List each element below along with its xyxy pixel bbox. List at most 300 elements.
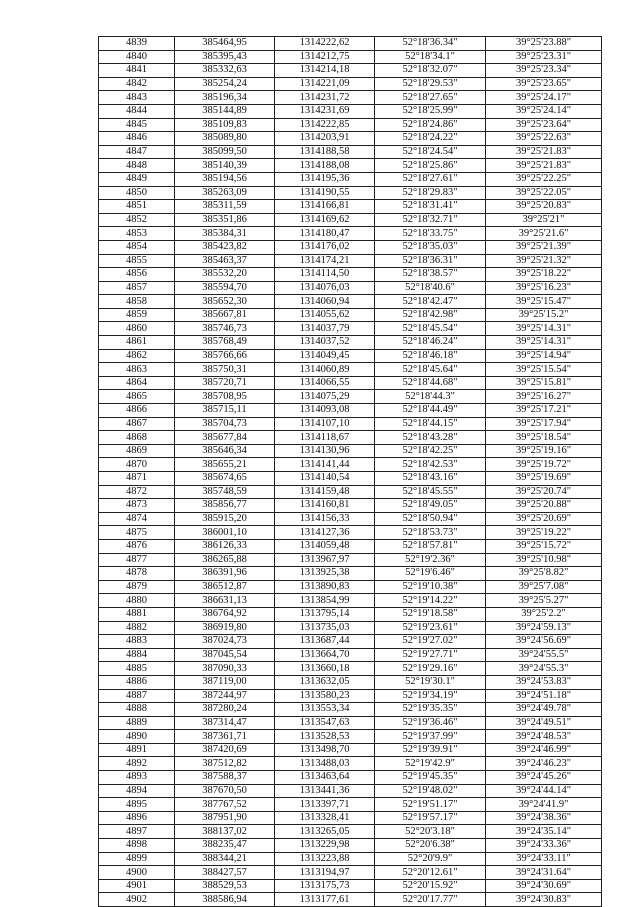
table-row: [99, 472, 602, 486]
x-coordinate-cell: 385332,63: [175, 64, 275, 78]
x-coordinate-cell: 385750,31: [175, 363, 275, 377]
longitude-cell: 39°25'23.64": [486, 118, 602, 132]
y-coordinate-cell: 1314107,10: [275, 417, 375, 431]
x-coordinate-cell: 385463,37: [175, 254, 275, 268]
y-coordinate-cell: 1314188,58: [275, 145, 375, 159]
x-coordinate-cell: 385144,89: [175, 104, 275, 118]
point-number-cell: 4866: [99, 404, 175, 418]
point-number-cell: 4891: [99, 743, 175, 757]
y-coordinate-cell: 1313441,36: [275, 784, 375, 798]
longitude-cell: 39°24'35.14": [486, 825, 602, 839]
x-coordinate-cell: 385594,70: [175, 281, 275, 295]
point-number-cell: 4902: [99, 893, 175, 907]
latitude-cell: 52°19'57.17": [375, 811, 486, 825]
point-number-cell: 4882: [99, 621, 175, 635]
y-coordinate-cell: 1314159,48: [275, 485, 375, 499]
table-row: [99, 50, 602, 64]
x-coordinate-cell: 386001,10: [175, 526, 275, 540]
latitude-cell: 52°18'24.54": [375, 145, 486, 159]
longitude-cell: 39°24'33.11": [486, 852, 602, 866]
y-coordinate-cell: 1314127,36: [275, 526, 375, 540]
longitude-cell: 39°25'23.31": [486, 50, 602, 64]
table-row: [99, 213, 602, 227]
point-number-cell: 4848: [99, 159, 175, 173]
longitude-cell: 39°24'49.78": [486, 703, 602, 717]
point-number-cell: 4847: [99, 145, 175, 159]
longitude-cell: 39°25'5.27": [486, 594, 602, 608]
y-coordinate-cell: 1313194,97: [275, 866, 375, 880]
y-coordinate-cell: 1313328,41: [275, 811, 375, 825]
y-coordinate-cell: 1314066,55: [275, 376, 375, 390]
latitude-cell: 52°18'42.98": [375, 308, 486, 322]
point-number-cell: 4865: [99, 390, 175, 404]
point-number-cell: 4878: [99, 567, 175, 581]
point-number-cell: 4846: [99, 132, 175, 146]
longitude-cell: 39°25'14.31": [486, 322, 602, 336]
longitude-cell: 39°24'33.36": [486, 839, 602, 853]
latitude-cell: 52°18'50.94": [375, 512, 486, 526]
x-coordinate-cell: 387420,69: [175, 743, 275, 757]
y-coordinate-cell: 1314140,54: [275, 472, 375, 486]
point-number-cell: 4864: [99, 376, 175, 390]
x-coordinate-cell: 387090,33: [175, 662, 275, 676]
y-coordinate-cell: 1314141,44: [275, 458, 375, 472]
table-row: [99, 635, 602, 649]
x-coordinate-cell: 385423,82: [175, 240, 275, 254]
latitude-cell: 52°18'42.53": [375, 458, 486, 472]
point-number-cell: 4854: [99, 240, 175, 254]
latitude-cell: 52°18'36.31": [375, 254, 486, 268]
y-coordinate-cell: 1314190,55: [275, 186, 375, 200]
x-coordinate-cell: 387024,73: [175, 635, 275, 649]
longitude-cell: 39°25'21.6": [486, 227, 602, 241]
table-row: [99, 811, 602, 825]
longitude-cell: 39°25'21.39": [486, 240, 602, 254]
x-coordinate-cell: 387045,54: [175, 648, 275, 662]
point-number-cell: 4897: [99, 825, 175, 839]
y-coordinate-cell: 1314166,81: [275, 200, 375, 214]
latitude-cell: 52°18'32.07": [375, 64, 486, 78]
y-coordinate-cell: 1314231,72: [275, 91, 375, 105]
latitude-cell: 52°19'18.58": [375, 607, 486, 621]
table-row: [99, 662, 602, 676]
longitude-cell: 39°25'15.2": [486, 308, 602, 322]
x-coordinate-cell: 385384,31: [175, 227, 275, 241]
latitude-cell: 52°18'57.81": [375, 539, 486, 553]
latitude-cell: 52°18'24.22": [375, 132, 486, 146]
longitude-cell: 39°25'18.22": [486, 268, 602, 282]
table-row: [99, 771, 602, 785]
longitude-cell: 39°25'19.22": [486, 526, 602, 540]
coordinates-table-body: [99, 37, 602, 907]
latitude-cell: 52°20'12.61": [375, 866, 486, 880]
point-number-cell: 4879: [99, 580, 175, 594]
table-row: [99, 431, 602, 445]
y-coordinate-cell: 1313488,03: [275, 757, 375, 771]
x-coordinate-cell: 387244,97: [175, 689, 275, 703]
table-row: [99, 186, 602, 200]
point-number-cell: 4873: [99, 499, 175, 513]
y-coordinate-cell: 1314188,08: [275, 159, 375, 173]
x-coordinate-cell: 385089,80: [175, 132, 275, 146]
x-coordinate-cell: 388529,53: [175, 879, 275, 893]
x-coordinate-cell: 386126,33: [175, 539, 275, 553]
x-coordinate-cell: 386631,13: [175, 594, 275, 608]
table-row: [99, 363, 602, 377]
x-coordinate-cell: 385766,66: [175, 349, 275, 363]
table-row: [99, 675, 602, 689]
y-coordinate-cell: 1314160,81: [275, 499, 375, 513]
x-coordinate-cell: 385704,73: [175, 417, 275, 431]
table-row: [99, 866, 602, 880]
x-coordinate-cell: 387951,90: [175, 811, 275, 825]
longitude-cell: 39°25'10.98": [486, 553, 602, 567]
x-coordinate-cell: 387767,52: [175, 798, 275, 812]
longitude-cell: 39°25'20.88": [486, 499, 602, 513]
table-row: [99, 268, 602, 282]
latitude-cell: 52°18'43.16": [375, 472, 486, 486]
longitude-cell: 39°24'55.3": [486, 662, 602, 676]
y-coordinate-cell: 1314049,45: [275, 349, 375, 363]
latitude-cell: 52°18'25.86": [375, 159, 486, 173]
table-row: [99, 798, 602, 812]
x-coordinate-cell: 385746,73: [175, 322, 275, 336]
point-number-cell: 4867: [99, 417, 175, 431]
y-coordinate-cell: 1313229,98: [275, 839, 375, 853]
latitude-cell: 52°18'24.86": [375, 118, 486, 132]
point-number-cell: 4871: [99, 472, 175, 486]
x-coordinate-cell: 385263,09: [175, 186, 275, 200]
table-row: [99, 322, 602, 336]
x-coordinate-cell: 385768,49: [175, 336, 275, 350]
y-coordinate-cell: 1313854,99: [275, 594, 375, 608]
longitude-cell: 39°25'20.74": [486, 485, 602, 499]
longitude-cell: 39°24'46.99": [486, 743, 602, 757]
y-coordinate-cell: 1314176,02: [275, 240, 375, 254]
point-number-cell: 4856: [99, 268, 175, 282]
table-row: [99, 743, 602, 757]
latitude-cell: 52°19'14.22": [375, 594, 486, 608]
longitude-cell: 39°25'18.54": [486, 431, 602, 445]
table-row: [99, 757, 602, 771]
point-number-cell: 4876: [99, 539, 175, 553]
y-coordinate-cell: 1314221,09: [275, 77, 375, 91]
latitude-cell: 52°19'35.35": [375, 703, 486, 717]
latitude-cell: 52°18'44.3": [375, 390, 486, 404]
point-number-cell: 4840: [99, 50, 175, 64]
x-coordinate-cell: 385109,83: [175, 118, 275, 132]
longitude-cell: 39°25'15.72": [486, 539, 602, 553]
table-row: [99, 839, 602, 853]
longitude-cell: 39°25'15.81": [486, 376, 602, 390]
x-coordinate-cell: 386919,80: [175, 621, 275, 635]
point-number-cell: 4845: [99, 118, 175, 132]
table-row: [99, 132, 602, 146]
point-number-cell: 4875: [99, 526, 175, 540]
longitude-cell: 39°25'17.94": [486, 417, 602, 431]
y-coordinate-cell: 1314212,75: [275, 50, 375, 64]
y-coordinate-cell: 1313223,88: [275, 852, 375, 866]
point-number-cell: 4841: [99, 64, 175, 78]
y-coordinate-cell: 1313177,61: [275, 893, 375, 907]
longitude-cell: 39°25'22.25": [486, 172, 602, 186]
latitude-cell: 52°18'25.99": [375, 104, 486, 118]
x-coordinate-cell: 385915,20: [175, 512, 275, 526]
point-number-cell: 4842: [99, 77, 175, 91]
latitude-cell: 52°19'23.61": [375, 621, 486, 635]
y-coordinate-cell: 1313265,05: [275, 825, 375, 839]
x-coordinate-cell: 385140,39: [175, 159, 275, 173]
y-coordinate-cell: 1313735,03: [275, 621, 375, 635]
x-coordinate-cell: 385715,11: [175, 404, 275, 418]
longitude-cell: 39°24'45.26": [486, 771, 602, 785]
point-number-cell: 4883: [99, 635, 175, 649]
point-number-cell: 4861: [99, 336, 175, 350]
longitude-cell: 39°24'55.5": [486, 648, 602, 662]
point-number-cell: 4851: [99, 200, 175, 214]
latitude-cell: 52°18'36.34": [375, 37, 486, 51]
y-coordinate-cell: 1313528,53: [275, 730, 375, 744]
longitude-cell: 39°24'44.14": [486, 784, 602, 798]
x-coordinate-cell: 385720,71: [175, 376, 275, 390]
x-coordinate-cell: 388586,94: [175, 893, 275, 907]
y-coordinate-cell: 1313553,34: [275, 703, 375, 717]
latitude-cell: 52°19'6.46": [375, 567, 486, 581]
y-coordinate-cell: 1314195,36: [275, 172, 375, 186]
latitude-cell: 52°19'45.35": [375, 771, 486, 785]
y-coordinate-cell: 1313463,64: [275, 771, 375, 785]
table-row: [99, 64, 602, 78]
latitude-cell: 52°20'15.92": [375, 879, 486, 893]
y-coordinate-cell: 1314180,47: [275, 227, 375, 241]
latitude-cell: 52°18'45.64": [375, 363, 486, 377]
table-row: [99, 308, 602, 322]
table-row: [99, 716, 602, 730]
table-row: [99, 37, 602, 51]
y-coordinate-cell: 1314060,94: [275, 295, 375, 309]
x-coordinate-cell: 387588,37: [175, 771, 275, 785]
x-coordinate-cell: 387314,47: [175, 716, 275, 730]
longitude-cell: 39°25'15.47": [486, 295, 602, 309]
y-coordinate-cell: 1313967,97: [275, 553, 375, 567]
point-number-cell: 4880: [99, 594, 175, 608]
longitude-cell: 39°24'48.53": [486, 730, 602, 744]
longitude-cell: 39°25'14.31": [486, 336, 602, 350]
x-coordinate-cell: 385196,34: [175, 91, 275, 105]
latitude-cell: 52°18'40.6": [375, 281, 486, 295]
point-number-cell: 4877: [99, 553, 175, 567]
longitude-cell: 39°25'2.2": [486, 607, 602, 621]
y-coordinate-cell: 1314231,69: [275, 104, 375, 118]
x-coordinate-cell: 385099,50: [175, 145, 275, 159]
point-number-cell: 4862: [99, 349, 175, 363]
table-row: [99, 689, 602, 703]
y-coordinate-cell: 1314075,29: [275, 390, 375, 404]
y-coordinate-cell: 1313397,71: [275, 798, 375, 812]
x-coordinate-cell: 386764,92: [175, 607, 275, 621]
point-number-cell: 4858: [99, 295, 175, 309]
table-row: [99, 200, 602, 214]
x-coordinate-cell: 387119,00: [175, 675, 275, 689]
x-coordinate-cell: 385194,56: [175, 172, 275, 186]
y-coordinate-cell: 1313580,23: [275, 689, 375, 703]
y-coordinate-cell: 1314118,67: [275, 431, 375, 445]
table-row: [99, 336, 602, 350]
longitude-cell: 39°25'14.94": [486, 349, 602, 363]
latitude-cell: 52°19'42.9": [375, 757, 486, 771]
latitude-cell: 52°18'35.03": [375, 240, 486, 254]
table-row: [99, 893, 602, 907]
table-row: [99, 526, 602, 540]
longitude-cell: 39°25'22.63": [486, 132, 602, 146]
x-coordinate-cell: 385748,59: [175, 485, 275, 499]
latitude-cell: 52°19'10.38": [375, 580, 486, 594]
longitude-cell: 39°25'17.21": [486, 404, 602, 418]
table-row: [99, 77, 602, 91]
point-number-cell: 4889: [99, 716, 175, 730]
y-coordinate-cell: 1314203,91: [275, 132, 375, 146]
longitude-cell: 39°24'31.64": [486, 866, 602, 880]
table-row: [99, 458, 602, 472]
latitude-cell: 52°19'30.1": [375, 675, 486, 689]
point-number-cell: 4869: [99, 444, 175, 458]
y-coordinate-cell: 1314037,52: [275, 336, 375, 350]
longitude-cell: 39°25'24.14": [486, 104, 602, 118]
x-coordinate-cell: 385655,21: [175, 458, 275, 472]
x-coordinate-cell: 387361,71: [175, 730, 275, 744]
latitude-cell: 52°19'36.46": [375, 716, 486, 730]
point-number-cell: 4852: [99, 213, 175, 227]
latitude-cell: 52°19'34.19": [375, 689, 486, 703]
x-coordinate-cell: 385646,34: [175, 444, 275, 458]
table-row: [99, 594, 602, 608]
latitude-cell: 52°18'29.53": [375, 77, 486, 91]
x-coordinate-cell: 386512,87: [175, 580, 275, 594]
point-number-cell: 4839: [99, 37, 175, 51]
longitude-cell: 39°25'21.83": [486, 145, 602, 159]
point-number-cell: 4870: [99, 458, 175, 472]
table-row: [99, 852, 602, 866]
y-coordinate-cell: 1313925,38: [275, 567, 375, 581]
table-row: [99, 295, 602, 309]
latitude-cell: 52°20'6.38": [375, 839, 486, 853]
longitude-cell: 39°25'16.27": [486, 390, 602, 404]
table-row: [99, 444, 602, 458]
point-number-cell: 4888: [99, 703, 175, 717]
table-row: [99, 784, 602, 798]
table-row: [99, 404, 602, 418]
y-coordinate-cell: 1314174,21: [275, 254, 375, 268]
y-coordinate-cell: 1313795,14: [275, 607, 375, 621]
table-row: [99, 512, 602, 526]
table-row: [99, 825, 602, 839]
y-coordinate-cell: 1314076,03: [275, 281, 375, 295]
point-number-cell: 4874: [99, 512, 175, 526]
longitude-cell: 39°25'19.16": [486, 444, 602, 458]
longitude-cell: 39°25'24.17": [486, 91, 602, 105]
x-coordinate-cell: 388427,57: [175, 866, 275, 880]
latitude-cell: 52°18'44.15": [375, 417, 486, 431]
latitude-cell: 52°18'31.41": [375, 200, 486, 214]
longitude-cell: 39°25'23.65": [486, 77, 602, 91]
latitude-cell: 52°18'38.57": [375, 268, 486, 282]
point-number-cell: 4884: [99, 648, 175, 662]
table-row: [99, 539, 602, 553]
longitude-cell: 39°25'21": [486, 213, 602, 227]
table-row: [99, 648, 602, 662]
y-coordinate-cell: 1314093,08: [275, 404, 375, 418]
table-row: [99, 145, 602, 159]
y-coordinate-cell: 1313687,44: [275, 635, 375, 649]
point-number-cell: 4844: [99, 104, 175, 118]
longitude-cell: 39°25'15.54": [486, 363, 602, 377]
x-coordinate-cell: 385395,43: [175, 50, 275, 64]
latitude-cell: 52°18'44.68": [375, 376, 486, 390]
longitude-cell: 39°25'21.83": [486, 159, 602, 173]
latitude-cell: 52°19'48.02": [375, 784, 486, 798]
x-coordinate-cell: 388344,21: [175, 852, 275, 866]
longitude-cell: 39°24'53.83": [486, 675, 602, 689]
y-coordinate-cell: 1314130,96: [275, 444, 375, 458]
table-row: [99, 227, 602, 241]
y-coordinate-cell: 1313175,73: [275, 879, 375, 893]
y-coordinate-cell: 1314055,62: [275, 308, 375, 322]
point-number-cell: 4895: [99, 798, 175, 812]
y-coordinate-cell: 1313632,05: [275, 675, 375, 689]
x-coordinate-cell: 385254,24: [175, 77, 275, 91]
latitude-cell: 52°18'29.83": [375, 186, 486, 200]
table-row: [99, 730, 602, 744]
x-coordinate-cell: 385708,95: [175, 390, 275, 404]
x-coordinate-cell: 386391,96: [175, 567, 275, 581]
table-row: [99, 159, 602, 173]
point-number-cell: 4885: [99, 662, 175, 676]
point-number-cell: 4863: [99, 363, 175, 377]
latitude-cell: 52°18'42.47": [375, 295, 486, 309]
point-number-cell: 4855: [99, 254, 175, 268]
x-coordinate-cell: 388235,47: [175, 839, 275, 853]
table-row: [99, 390, 602, 404]
longitude-cell: 39°24'59.13": [486, 621, 602, 635]
longitude-cell: 39°24'38.36": [486, 811, 602, 825]
table-row: [99, 104, 602, 118]
point-number-cell: 4860: [99, 322, 175, 336]
y-coordinate-cell: 1314222,85: [275, 118, 375, 132]
latitude-cell: 52°18'32.71": [375, 213, 486, 227]
y-coordinate-cell: 1313660,18: [275, 662, 375, 676]
point-number-cell: 4859: [99, 308, 175, 322]
longitude-cell: 39°25'16.23": [486, 281, 602, 295]
point-number-cell: 4886: [99, 675, 175, 689]
point-number-cell: 4853: [99, 227, 175, 241]
table-row: [99, 607, 602, 621]
latitude-cell: 52°20'17.77": [375, 893, 486, 907]
point-number-cell: 4900: [99, 866, 175, 880]
latitude-cell: 52°18'27.61": [375, 172, 486, 186]
x-coordinate-cell: 385674,65: [175, 472, 275, 486]
latitude-cell: 52°19'27.02": [375, 635, 486, 649]
table-row: [99, 417, 602, 431]
latitude-cell: 52°19'29.16": [375, 662, 486, 676]
y-coordinate-cell: 1314114,50: [275, 268, 375, 282]
table-row: [99, 281, 602, 295]
longitude-cell: 39°24'46.23": [486, 757, 602, 771]
y-coordinate-cell: 1313498,70: [275, 743, 375, 757]
latitude-cell: 52°20'3.18": [375, 825, 486, 839]
longitude-cell: 39°24'49.51": [486, 716, 602, 730]
latitude-cell: 52°18'33.75": [375, 227, 486, 241]
latitude-cell: 52°19'37.99": [375, 730, 486, 744]
